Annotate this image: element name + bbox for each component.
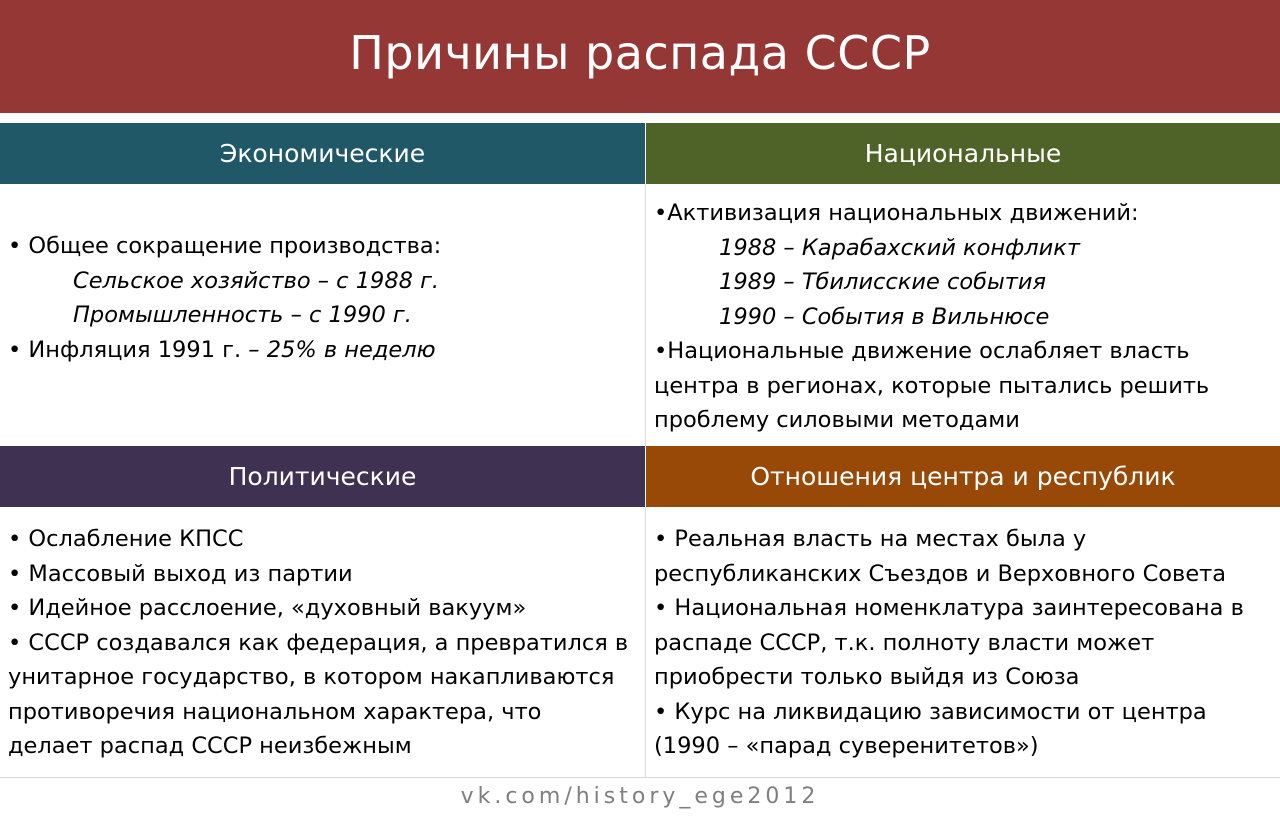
column-divider <box>645 184 646 446</box>
text-line: делает распад СССР неизбежным <box>8 733 412 759</box>
header-political-label: Политические <box>228 462 417 491</box>
text-line: • Общее сокращение производства: <box>8 233 442 259</box>
text-line: 1988 – Карабахский конфликт <box>719 234 1080 261</box>
text-line: 1989 – Тбилисские события <box>719 269 1047 295</box>
header-center-label: Отношения центра и республик <box>750 462 1176 491</box>
text-line: приобрести только выйдя из Союза <box>654 664 1080 690</box>
cell-center <box>654 522 1274 764</box>
title-banner <box>0 0 1280 113</box>
header-national-label: Национальные <box>864 139 1062 168</box>
text-line <box>8 333 638 368</box>
text-line: (1990 – «парад суверенитетов») <box>654 733 1039 759</box>
header-economic-label: Экономические <box>219 139 426 168</box>
text-line: распаде СССР, т.к. полноту власти может <box>654 629 1155 656</box>
cell-economic <box>8 229 638 367</box>
column-divider <box>645 507 646 778</box>
text-line: • СССР создавался как федерация, а превратился в <box>8 629 629 656</box>
text-line: 1990 – События в Вильнюсе <box>719 303 1050 330</box>
text-line: • Идейное расслоение, «духовный вакуум» <box>8 595 527 621</box>
text-line: • Массовый выход из партии <box>8 560 353 587</box>
text-line: противоречия национальном характера, что <box>8 698 542 725</box>
text-line: •Национальные движение ослабляет власть <box>654 338 1190 364</box>
text-line: Промышленность – с 1990 г. <box>73 302 412 328</box>
text-line: • Национальная номенклатура заинтересована в <box>654 595 1244 621</box>
table-bottom-line <box>0 777 1280 778</box>
header-economic <box>0 123 645 184</box>
causes-table <box>0 123 1280 778</box>
inflation-label: • Инфляция 1991 г. <box>8 336 242 363</box>
text-line: • Реальная власть на местах была у <box>654 526 1087 552</box>
header-national <box>646 123 1280 184</box>
inflation-value: – 25% в неделю <box>241 336 436 363</box>
text-line: • Ослабление КПСС <box>8 526 244 552</box>
text-line: проблему силовыми методами <box>654 407 1020 433</box>
cell-national <box>654 196 1274 438</box>
header-center <box>646 446 1280 507</box>
text-line: •Активизация национальных движений: <box>654 200 1139 226</box>
text-line: центра в регионах, которые пытались решить <box>654 372 1210 399</box>
footer-source: vk.com/history_ege2012 <box>460 784 820 809</box>
text-line: унитарное государство, в котором накапливаются <box>8 664 615 690</box>
page-title: Причины распада СССР <box>349 25 931 80</box>
header-political <box>0 446 645 507</box>
text-line: республиканских Съездов и Верховного Совета <box>654 560 1227 587</box>
text-line: Сельское хозяйство – с 1988 г. <box>73 267 440 294</box>
text-line: • Курс на ликвидацию зависимости от центра <box>654 698 1207 725</box>
cell-political <box>8 522 640 764</box>
